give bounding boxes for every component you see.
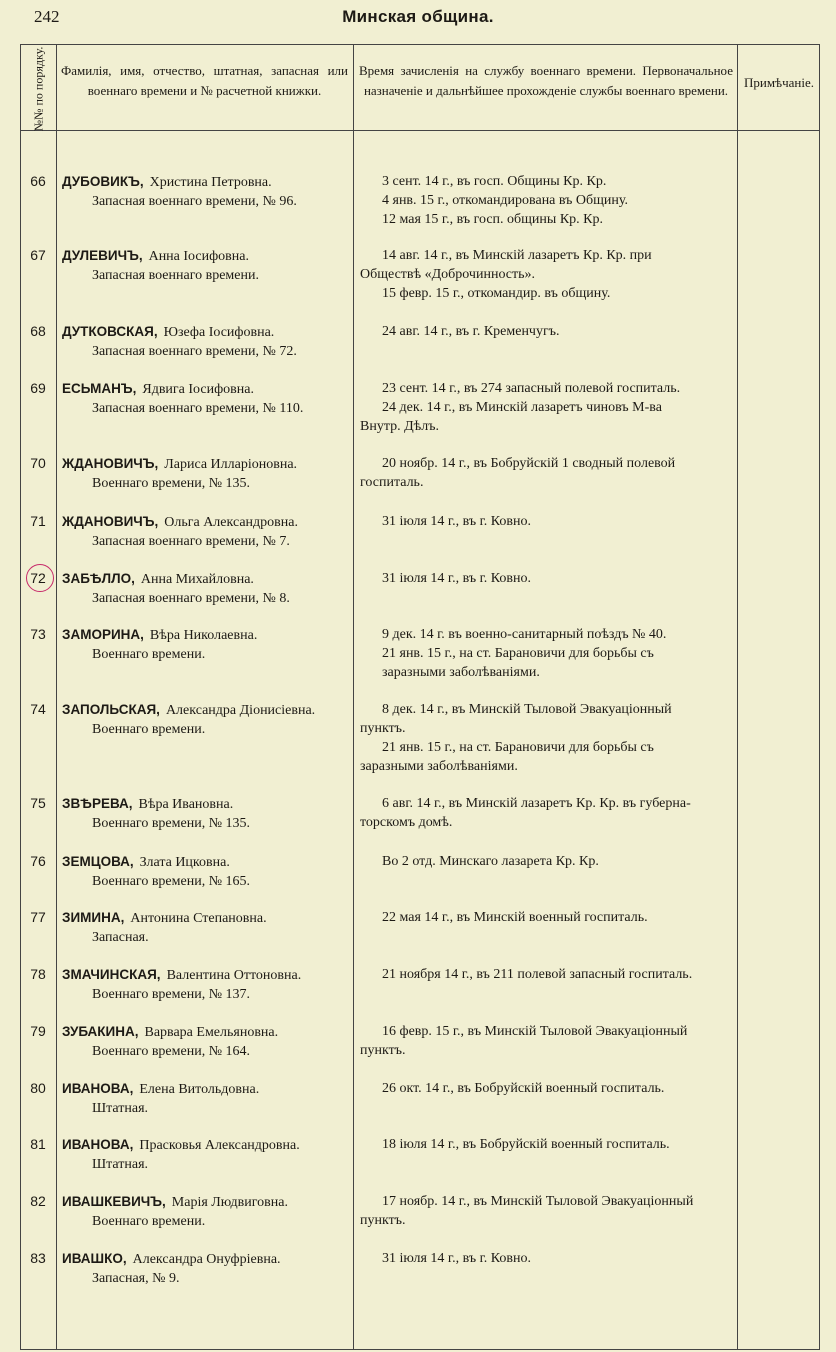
- entry-given-names: Ядвига Іосифовна.: [142, 382, 254, 397]
- service-line: 23 сент. 14 г., въ 274 запасный полевой госпиталь.: [382, 381, 681, 396]
- entry-category: Военнаго времени, № 135.: [92, 816, 251, 831]
- service-line: 4 янв. 15 г., откомандирована въ Общину.: [382, 193, 628, 208]
- service-line: 31 іюля 14 г., въ г. Ковно.: [382, 1251, 531, 1266]
- entry-number: 80: [30, 1080, 46, 1096]
- entry-given-names: Прасковья Александровна.: [139, 1138, 300, 1153]
- entry-given-names: Юзефа Іосифовна.: [163, 325, 275, 340]
- header-col-service: Время зачисленія на службу военнаго времени. Первоначальное назначеніе и дальнѣйшее прохожденіе службы военнаго времени.: [359, 63, 733, 98]
- entry-surname: ЗАМОРИНА,: [62, 627, 144, 642]
- entry-full-name: [62, 454, 352, 475]
- entry-full-name: [62, 172, 352, 193]
- entry-number: 79: [30, 1023, 46, 1039]
- entry-category: Военнаго времени.: [92, 1214, 206, 1229]
- header-col-number: №№ по порядку.: [31, 46, 46, 132]
- service-line: Обществѣ «Доброчинность».: [360, 267, 536, 282]
- entry-full-name: [62, 700, 352, 721]
- entry-full-name: [62, 1192, 352, 1213]
- entry-number: 75: [30, 795, 46, 811]
- entry-given-names: Варвара Емельяновна.: [144, 1025, 279, 1040]
- entry-surname: ЗАПОЛЬСКАЯ,: [62, 702, 160, 717]
- entry-number: 72: [20, 569, 56, 587]
- service-line: 9 дек. 14 г. въ военно-санитарный поѣздъ № 40.: [382, 627, 667, 642]
- entry-number: 82: [30, 1193, 46, 1209]
- entry-full-name: [62, 1079, 352, 1100]
- service-line: 22 мая 14 г., въ Минскій военный госпиталь.: [382, 910, 648, 925]
- entry-full-name: [62, 1022, 352, 1043]
- entry-given-names: Александра Онуфріевна.: [132, 1252, 281, 1267]
- service-line: 15 февр. 15 г., откомандир. въ общину.: [382, 286, 611, 301]
- entry-category: Военнаго времени, № 165.: [92, 874, 251, 889]
- service-line: 31 іюля 14 г., въ г. Ковно.: [382, 571, 531, 586]
- entry-service-record: [360, 246, 730, 303]
- entry-service-record: [360, 625, 730, 682]
- service-line: заразными заболѣваніями.: [382, 665, 540, 680]
- service-line: 3 сент. 14 г., въ госп. Общины Кр. Кр.: [382, 174, 607, 189]
- entry-given-names: Антонина Степановна.: [130, 911, 267, 926]
- entry-given-names: Лариса Илларіоновна.: [164, 457, 298, 472]
- entry-service-record: [360, 965, 730, 984]
- entry-full-name: [62, 852, 352, 873]
- service-line: 16 февр. 15 г., въ Минскій Тыловой Эвакуаціонный: [382, 1024, 688, 1039]
- service-line: Внутр. Дѣлъ.: [360, 419, 439, 434]
- entry-number: 69: [30, 380, 46, 396]
- entry-category: Запасная военнаго времени, № 96.: [92, 194, 297, 209]
- page-number: 242: [34, 7, 60, 26]
- service-line: 24 дек. 14 г., въ Минскій лазаретъ чиновъ М-ва: [382, 400, 662, 415]
- entry-surname: ЗМАЧИНСКАЯ,: [62, 967, 161, 982]
- entry-service-record: [360, 1249, 730, 1268]
- entry-service-record: [360, 1022, 730, 1060]
- entry-surname: ИВАНОВА,: [62, 1137, 134, 1152]
- header-col-name: Фамилія, имя, отчество, штатная, запасная или военнаго времени и № расчетной книжки.: [61, 63, 348, 98]
- entry-surname: ДУЛЕВИЧЪ,: [62, 248, 143, 263]
- entry-number: 71: [30, 513, 46, 529]
- entry-service-record: [360, 1192, 730, 1230]
- service-line: 21 янв. 15 г., на ст. Барановичи для борьбы съ: [382, 646, 654, 661]
- entry-given-names: Анна Михайловна.: [140, 572, 254, 587]
- service-line: 17 ноябр. 14 г., въ Минскій Тыловой Эвакуаціонный: [382, 1194, 694, 1209]
- entry-number: 70: [30, 455, 46, 471]
- entry-category: Военнаго времени, № 164.: [92, 1044, 251, 1059]
- service-line: 21 янв. 15 г., на ст. Барановичи для борьбы съ: [382, 740, 654, 755]
- entry-service-record: [360, 700, 730, 776]
- service-line: 26 окт. 14 г., въ Бобруйскій военный госпиталь.: [382, 1081, 665, 1096]
- entry-number: 66: [30, 173, 46, 189]
- entry-full-name: [62, 908, 352, 929]
- service-line: 31 іюля 14 г., въ г. Ковно.: [382, 514, 531, 529]
- entry-surname: ЗАБѢЛЛО,: [62, 571, 135, 586]
- entry-surname: ЖДАНОВИЧЪ,: [62, 456, 159, 471]
- entry-surname: ЖДАНОВИЧЪ,: [62, 514, 159, 529]
- entry-number: 76: [30, 853, 46, 869]
- entry-category: Военнаго времени.: [92, 647, 206, 662]
- entry-service-record: [360, 794, 730, 832]
- entry-full-name: [62, 512, 352, 533]
- entry-service-record: [360, 569, 730, 588]
- entry-given-names: Елена Витольдовна.: [139, 1082, 260, 1097]
- service-line: пунктъ.: [360, 1213, 406, 1228]
- entry-full-name: [62, 625, 352, 646]
- entry-full-name: [62, 246, 352, 267]
- service-line: пунктъ.: [360, 721, 406, 736]
- entry-given-names: Марія Людвиговна.: [171, 1195, 288, 1210]
- entry-surname: ИВАШКО,: [62, 1251, 127, 1266]
- entry-service-record: [360, 1135, 730, 1154]
- service-line: 14 авг. 14 г., въ Минскій лазаретъ Кр. Кр. при: [382, 248, 652, 263]
- entry-service-record: [360, 454, 730, 492]
- entry-service-record: [360, 1079, 730, 1098]
- entry-category: Запасная военнаго времени, № 72.: [92, 344, 297, 359]
- entry-number: 77: [30, 909, 46, 925]
- entry-number: 67: [30, 247, 46, 263]
- service-line: торскомъ домѣ.: [360, 815, 453, 830]
- entry-surname: ЗВѢРЕВА,: [62, 796, 133, 811]
- entry-number: 81: [30, 1136, 46, 1152]
- service-line: Во 2 отд. Минскаго лазарета Кр. Кр.: [382, 854, 599, 869]
- service-line: 18 іюля 14 г., въ Бобруйскій военный госпиталь.: [382, 1137, 670, 1152]
- entry-number: 73: [30, 626, 46, 642]
- entry-category: Запасная военнаго времени.: [92, 268, 259, 283]
- entry-surname: ЕСЬМАНЪ,: [62, 381, 137, 396]
- service-line: 24 авг. 14 г., въ г. Кременчугъ.: [382, 324, 560, 339]
- entry-number: 83: [30, 1250, 46, 1266]
- running-title: Минская община.: [342, 7, 494, 26]
- entry-surname: ДУТКОВСКАЯ,: [62, 324, 158, 339]
- entry-category: Военнаго времени, № 137.: [92, 987, 251, 1002]
- entry-surname: ИВАНОВА,: [62, 1081, 134, 1096]
- service-line: 12 мая 15 г., въ госп. общины Кр. Кр.: [382, 212, 603, 227]
- entry-given-names: Александра Діонисіевна.: [165, 703, 316, 718]
- entry-service-record: [360, 322, 730, 341]
- header-col-note: Примѣчаніе.: [743, 75, 815, 90]
- entry-full-name: [62, 794, 352, 815]
- entry-category: Военнаго времени, № 135.: [92, 476, 251, 491]
- entry-given-names: Злата Ицковна.: [139, 855, 230, 870]
- entry-full-name: [62, 379, 352, 400]
- service-line: 6 авг. 14 г., въ Минскій лазаретъ Кр. Кр. въ губерна-: [382, 796, 691, 811]
- entry-given-names: Вѣра Ивановна.: [138, 797, 234, 812]
- entry-given-names: Христина Петровна.: [149, 175, 272, 190]
- entry-service-record: [360, 172, 730, 229]
- entry-given-names: Ольга Александровна.: [164, 515, 298, 530]
- entry-category: Запасная, № 9.: [92, 1271, 180, 1286]
- entry-given-names: Валентина Оттоновна.: [166, 968, 302, 983]
- service-line: 21 ноября 14 г., въ 211 полевой запасный госпиталь.: [382, 967, 693, 982]
- entry-category: Запасная военнаго времени, № 8.: [92, 591, 290, 606]
- entry-category: Запасная военнаго времени, № 7.: [92, 534, 290, 549]
- entry-category: Запасная.: [92, 930, 149, 945]
- entry-full-name: [62, 965, 352, 986]
- entry-full-name: [62, 1249, 352, 1270]
- entry-number: 74: [30, 701, 46, 717]
- entry-given-names: Анна Іосифовна.: [148, 249, 249, 264]
- entry-surname: ЗИМИНА,: [62, 910, 125, 925]
- service-line: 20 ноябр. 14 г., въ Бобруйскій 1 сводный полевой: [382, 456, 676, 471]
- service-line: 8 дек. 14 г., въ Минскій Тыловой Эвакуаціонный: [382, 702, 672, 717]
- entry-category: Штатная.: [92, 1157, 149, 1172]
- entry-service-record: [360, 512, 730, 531]
- entry-category: Штатная.: [92, 1101, 149, 1116]
- entry-service-record: [360, 908, 730, 927]
- entry-category: Запасная военнаго времени, № 110.: [92, 401, 304, 416]
- entry-number: 68: [30, 323, 46, 339]
- entry-full-name: [62, 569, 352, 590]
- entry-surname: ИВАШКЕВИЧЪ,: [62, 1194, 166, 1209]
- entry-service-record: [360, 379, 730, 436]
- entry-surname: ЗЕМЦОВА,: [62, 854, 134, 869]
- entry-service-record: [360, 852, 730, 871]
- entry-surname: ЗУБАКИНА,: [62, 1024, 139, 1039]
- entry-given-names: Вѣра Николаевна.: [149, 628, 258, 643]
- service-line: госпиталь.: [360, 475, 424, 490]
- entry-surname: ДУБОВИКЪ,: [62, 174, 144, 189]
- service-line: заразными заболѣваніями.: [360, 759, 518, 774]
- entry-category: Военнаго времени.: [92, 722, 206, 737]
- entry-full-name: [62, 1135, 352, 1156]
- entry-full-name: [62, 322, 352, 343]
- service-line: пунктъ.: [360, 1043, 406, 1058]
- entry-number: 78: [30, 966, 46, 982]
